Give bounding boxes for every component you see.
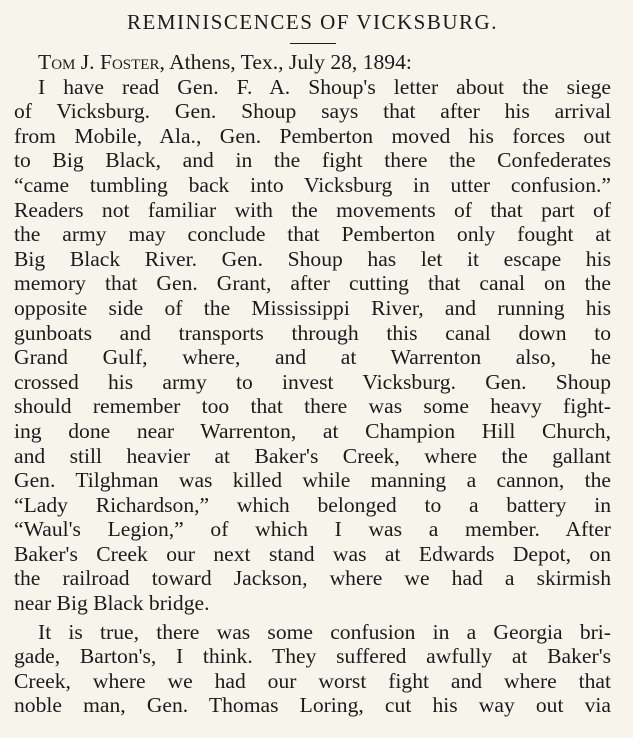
paragraph-1 <box>14 75 611 616</box>
text-line: Grand Gulf, where, and at Warrenton also, he <box>14 345 611 370</box>
text-line: I have read Gen. F. A. Shoup's letter about the siege <box>38 74 611 99</box>
text-line: noble man, Gen. Thomas Loring, cut his way out via <box>14 693 611 718</box>
byline-name: Tom J. Foster <box>38 50 160 74</box>
text-line: Creek, where we had our worst fight and where that <box>14 668 611 693</box>
article-title: REMINISCENCES OF VICKSBURG. <box>127 10 498 34</box>
paragraph-2 <box>14 620 611 718</box>
text-line: to Big Black, and in the fight there the Confederates <box>14 148 611 173</box>
text-line: the army may conclude that Pemberton only fought at <box>14 222 611 247</box>
text-line: gunboats and transports through this canal down to <box>14 320 611 345</box>
text-line: and still heavier at Baker's Creek, where the gallant <box>14 443 611 468</box>
article-body <box>14 50 611 718</box>
text-line: memory that Gen. Grant, after cutting that canal on the <box>14 271 611 296</box>
text-line: from Mobile, Ala., Gen. Pemberton moved his forces out <box>14 123 611 148</box>
text-line: should remember too that there was some heavy fight- <box>14 394 611 419</box>
text-line: “came tumbling back into Vicksburg in utter confusion.” <box>14 172 611 197</box>
text-line: opposite side of the Mississippi River, and running his <box>14 295 611 320</box>
text-line: of Vicksburg. Gen. Shoup says that after his arrival <box>14 99 611 124</box>
text-line: It is true, there was some confusion in a Georgia bri- <box>38 619 611 644</box>
text-line: near Big Black bridge. <box>14 591 210 616</box>
text-line: crossed his army to invest Vicksburg. Gen. Shoup <box>14 369 611 394</box>
text-line: ing done near Warrenton, at Champion Hill Church, <box>14 418 611 443</box>
text-line: the railroad toward Jackson, where we had a skirmish <box>14 566 611 591</box>
title-rule <box>290 43 336 44</box>
text-line: Big Black River. Gen. Shoup has let it escape his <box>14 246 611 271</box>
text-line: “Waul's Legion,” of which I was a member. After <box>14 517 611 542</box>
text-line: gade, Barton's, I think. They suffered awfully at Baker's <box>14 644 611 669</box>
text-line: “Lady Richardson,” which belonged to a battery in <box>14 492 611 517</box>
text-line: Baker's Creek our next stand was at Edwards Depot, on <box>14 541 611 566</box>
text-line: Readers not familiar with the movements of that part of <box>14 197 611 222</box>
text-line: Gen. Tilghman was killed while manning a cannon, the <box>14 468 611 493</box>
byline <box>14 50 611 75</box>
byline-rest: , Athens, Tex., July 28, 1894: <box>159 50 412 74</box>
